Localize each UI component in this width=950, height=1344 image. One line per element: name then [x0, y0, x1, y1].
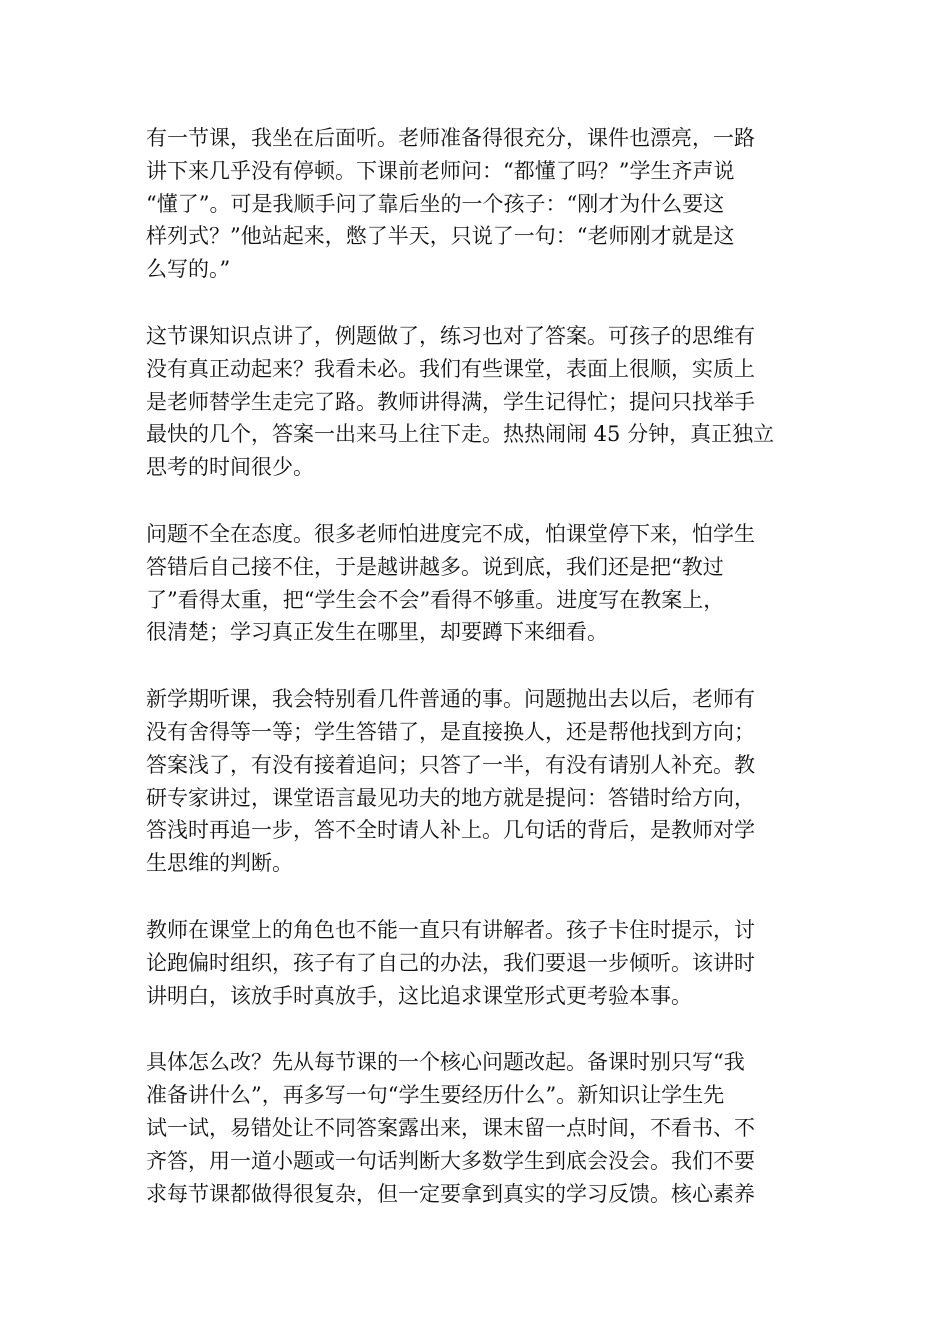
- paragraph-3: [146, 518, 806, 649]
- text-line: 答案浅了，有没有接着追问；只答了一半，有没有请别人补充。教: [146, 752, 755, 777]
- article-body: [146, 122, 806, 1244]
- text-line: 了”看得太重，把“学生会不会”看得不够重。进度写在教案上，: [146, 587, 725, 612]
- text-line: 么写的。”: [146, 257, 231, 282]
- text-line: 讲明白，该放手时真放手，这比追求课堂形式更考验本事。: [146, 983, 692, 1008]
- text-line: 齐答，用一道小题或一句话判断大多数学生到底会没会。我们不要: [146, 1148, 755, 1173]
- text-line: 论跑偏时组织，孩子有了自己的办法，我们要退一步倾听。该讲时: [146, 950, 755, 975]
- paragraph-5: [146, 914, 806, 1012]
- text-line: 答错后自己接不住，于是越讲越多。说到底，我们还是把“教过: [146, 554, 724, 579]
- text-line: 没有舍得等一等；学生答错了，是直接换人，还是帮他找到方向；: [146, 719, 755, 744]
- text-line: “懂了”。可是我顺手问了靠后坐的一个孩子：“刚才为什么要这: [146, 191, 725, 216]
- paragraph-1: [146, 122, 806, 286]
- text-line: 具体怎么改？先从每节课的一个核心问题改起。备课时别只写“我: [146, 1050, 745, 1075]
- text-line: 求每节课都做得很复杂，但一定要拿到真实的学习反馈。核心素养: [146, 1181, 755, 1206]
- text-line: 讲下来几乎没有停顿。下课前老师问：“都懂了吗？”学生齐声说: [146, 158, 735, 183]
- text-line: 答浅时再追一步，答不全时请人补上。几句话的背后，是教师对学: [146, 818, 755, 843]
- text-line: 样列式？”他站起来，憋了半天，只说了一句：“老师刚才就是这: [146, 224, 735, 249]
- text-line: 生思维的判断。: [146, 851, 293, 876]
- paragraph-6: [146, 1046, 806, 1210]
- text-line: 准备讲什么”，再多写一句“学生要经历什么”。新知识让学生先: [146, 1083, 725, 1108]
- text-line: 没有真正动起来？我看未必。我们有些课堂，表面上很顺，实质上: [146, 356, 755, 381]
- text-line: 最快的几个，答案一出来马上往下走。热热闹闹 45 分钟，真正独立: [146, 422, 775, 447]
- text-line: 研专家讲过，课堂语言最见功夫的地方就是提问：答错时给方向，: [146, 785, 755, 810]
- text-line: 问题不全在态度。很多老师怕进度完不成，怕课堂停下来，怕学生: [146, 521, 755, 546]
- text-line: 思考的时间很少。: [146, 455, 314, 480]
- paragraph-2: [146, 320, 806, 484]
- text-line: 是老师替学生走完了路。教师讲得满，学生记得忙；提问只找举手: [146, 389, 755, 414]
- text-line: 试一试，易错处让不同答案露出来，课末留一点时间，不看书、不: [146, 1115, 755, 1140]
- text-line: 新学期听课，我会特别看几件普通的事。问题抛出去以后，老师有: [146, 687, 755, 712]
- text-line: 教师在课堂上的角色也不能一直只有讲解者。孩子卡住时提示，讨: [146, 917, 755, 942]
- paragraph-4: [146, 683, 806, 880]
- text-line: 很清楚；学习真正发生在哪里，却要蹲下来细看。: [146, 620, 608, 645]
- text-line: 这节课知识点讲了，例题做了，练习也对了答案。可孩子的思维有: [146, 323, 755, 348]
- text-line: 有一节课，我坐在后面听。老师准备得很充分，课件也漂亮，一路: [146, 126, 755, 150]
